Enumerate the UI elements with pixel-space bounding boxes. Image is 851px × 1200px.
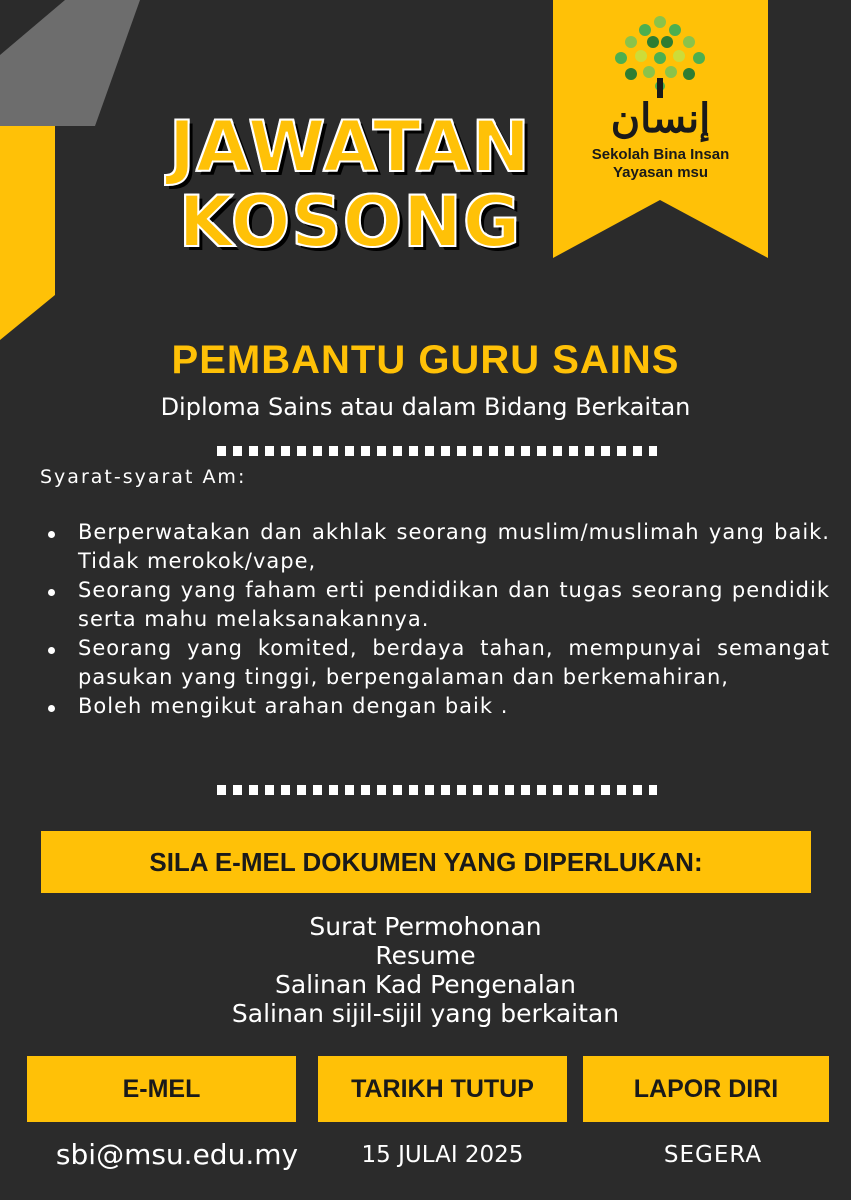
requirement-item: Seorang yang komited, berdaya tahan, mempunyai semangat pasukan yang tinggi, berpengalaman dan berkemahiran, xyxy=(40,634,830,692)
email-label-box: E-MEL xyxy=(27,1056,296,1122)
closing-date-label-box: TARIKH TUTUP xyxy=(318,1056,567,1122)
requirements-heading: Syarat-syarat Am: xyxy=(40,466,247,488)
logo-arabic: إنسان xyxy=(610,97,711,141)
document-item: Surat Permohonan xyxy=(309,912,542,941)
logo-school-name: Sekolah Bina Insan xyxy=(591,146,730,163)
heading-line-1: JAWATAN xyxy=(169,106,531,188)
requirement-item: Boleh mengikut arahan dengan baik . xyxy=(40,692,830,721)
divider-bottom xyxy=(217,785,657,795)
gray-stripe xyxy=(0,0,140,126)
requirement-item: Berperwatakan dan akhlak seorang muslim/muslimah yang baik. Tidak merokok/vape, xyxy=(40,518,830,576)
position-title: PEMBANTU GURU SAINS xyxy=(171,338,680,382)
document-item: Salinan sijil-sijil yang berkaitan xyxy=(231,999,620,1028)
requirements-list xyxy=(40,518,830,721)
divider-top xyxy=(217,446,657,456)
document-item: Salinan Kad Pengenalan xyxy=(274,970,577,999)
yellow-stripe xyxy=(0,126,55,340)
closing-date: 15 JULAI 2025 xyxy=(361,1142,524,1168)
report-status: SEGERA xyxy=(663,1142,763,1168)
report-label-box: LAPOR DIRI xyxy=(583,1056,829,1122)
document-item: Resume xyxy=(375,941,476,970)
logo-foundation-name: Yayasan msu xyxy=(612,164,709,181)
email-address[interactable]: sbi@msu.edu.my xyxy=(55,1138,299,1171)
position-subtitle: Diploma Sains atau dalam Bidang Berkaitan xyxy=(160,393,691,421)
documents-list xyxy=(0,912,851,1028)
requirement-item: Seorang yang faham erti pendidikan dan tugas seorang pendidik serta mahu melaksanakannya. xyxy=(40,576,830,634)
heading-line-2: KOSONG xyxy=(178,181,522,263)
documents-banner: SILA E-MEL DOKUMEN YANG DIPERLUKAN: xyxy=(41,831,811,893)
